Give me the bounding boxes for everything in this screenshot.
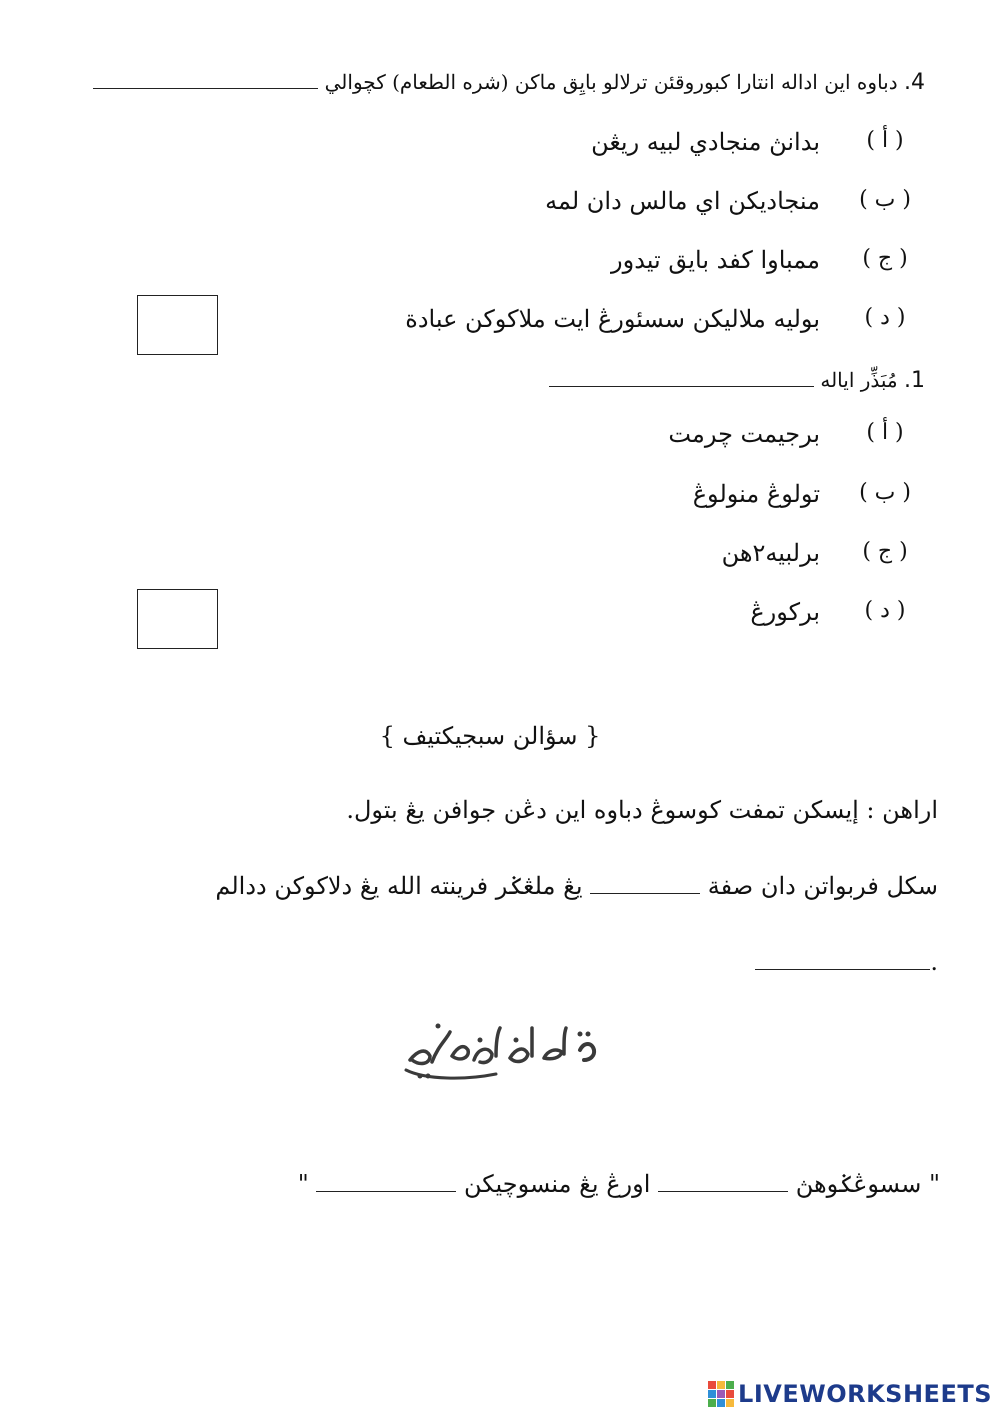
quote-part-1: سسوڠݢوهڽ — [795, 1170, 922, 1198]
question-number: 4. — [904, 70, 925, 95]
option-text: تولوڠ منولوڠ — [692, 480, 820, 508]
option-label: ( أ ) — [866, 420, 904, 445]
brand-icon — [708, 1381, 734, 1407]
answer-box-question-4[interactable] — [137, 295, 218, 355]
option-text: منجاديكن اي مالس دان لمه — [545, 187, 820, 215]
quote-part-2: اورڠ يڠ منسوچيكن — [464, 1170, 651, 1198]
option-row[interactable] — [0, 420, 1000, 456]
quote-close: " — [297, 1170, 309, 1198]
option-label: ( ب ) — [859, 187, 911, 212]
brand-logo — [708, 1381, 992, 1407]
option-text: برلبيه٢هن — [721, 539, 820, 567]
answer-blank[interactable] — [93, 88, 318, 89]
instructions: اراهن : إيسكن تمفت كوسوڠ دباوه اين دڠن جوافن يڠ بتول. — [346, 796, 938, 824]
option-text: بدانڽ منجادي لبيه ريڠن — [591, 128, 820, 156]
question-text: دباوه اين اداله انتارا كبوروقئن ترلالو بايِق ماكن (شره الطعام) كچوالي — [324, 70, 898, 94]
section-title: { سؤالن سبجيكتيف } — [379, 722, 601, 750]
brand-name: LIVEWORKSHEETS — [738, 1380, 992, 1408]
option-label: ( ج ) — [862, 246, 908, 271]
option-row[interactable] — [0, 246, 1000, 282]
answer-blank-2[interactable] — [755, 969, 930, 970]
answer-blank-3[interactable] — [658, 1191, 788, 1192]
answer-blank-4[interactable] — [316, 1191, 456, 1192]
option-row[interactable] — [0, 128, 1000, 164]
option-label: ( د ) — [864, 598, 906, 623]
option-label: ( ج ) — [862, 539, 908, 564]
option-text: برجيمت چرمت — [668, 420, 820, 448]
option-text: بركورڠ — [750, 598, 820, 626]
quote-open: " — [928, 1170, 940, 1198]
option-row[interactable] — [0, 187, 1000, 223]
answer-blank-1[interactable] — [590, 893, 700, 894]
option-label: ( أ ) — [866, 128, 904, 153]
verse-calligraphy-image — [392, 1010, 602, 1090]
sentence-part-2: يڠ ملڠݢر فرينته الله يڠ دلاكوكن ددالم — [215, 872, 583, 900]
option-text: بوليه ملاليكن سسئورڠ ايت ملاكوكن عبادة — [405, 305, 820, 333]
option-text: ممباوا كفد بايق تيدور — [611, 246, 820, 274]
question-4-line — [75, 70, 925, 95]
fill-in-sentence-end — [538, 948, 938, 976]
sentence-part-1: سكل فربواتن دان صفة — [707, 872, 938, 900]
option-row[interactable] — [0, 480, 1000, 516]
question-number: 1. — [904, 368, 925, 393]
answer-box-question-1[interactable] — [137, 589, 218, 649]
question-1-line — [75, 368, 925, 393]
option-row[interactable] — [0, 539, 1000, 575]
fill-in-sentence — [78, 872, 938, 900]
option-label: ( د ) — [864, 305, 906, 330]
quote-fill-in — [80, 1170, 940, 1198]
answer-blank[interactable] — [549, 386, 814, 387]
question-text: مُبَذِّر اياله — [820, 368, 898, 392]
option-label: ( ب ) — [859, 480, 911, 505]
period: . — [930, 948, 938, 976]
